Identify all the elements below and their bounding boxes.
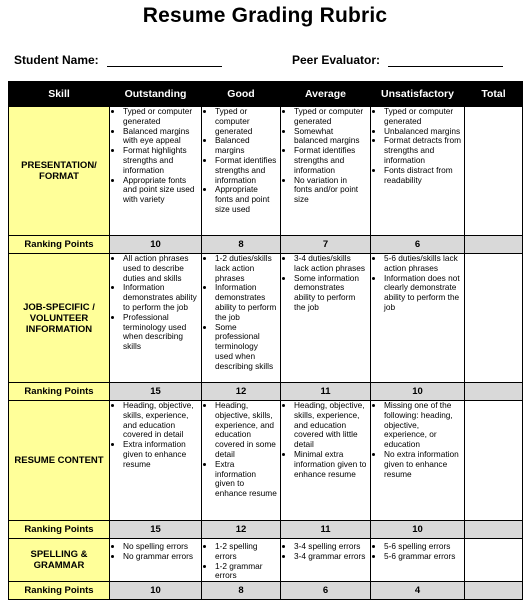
criteria-item: • Some information demonstrates ability to perform the job [294, 274, 367, 313]
criteria-item: • Unbalanced margins [384, 127, 461, 137]
criteria-cell [202, 539, 281, 582]
criteria-item: • 1-2 grammar errors [215, 562, 277, 582]
criteria-item: • Format highlights strengths and information [123, 146, 198, 175]
page-title: Resume Grading Rubric [142, 4, 388, 27]
header-outstanding: Outstanding [110, 82, 202, 107]
criteria-list [110, 542, 201, 562]
ranking-total-cell[interactable] [465, 521, 523, 539]
header-unsatisfactory: Unsatisfactory [371, 82, 465, 107]
ranking-points: 6 [281, 582, 371, 600]
criteria-list [202, 254, 280, 372]
criteria-list [202, 401, 280, 499]
header-fields [14, 53, 524, 69]
criteria-item: • Information demonstrates ability to perform the job [123, 283, 198, 312]
criteria-row [9, 107, 523, 236]
criteria-item: • Format identifies strengths and information [215, 156, 277, 185]
ranking-points: 8 [202, 236, 281, 254]
ranking-points: 12 [202, 521, 281, 539]
criteria-item: • 5-6 spelling errors [384, 542, 461, 552]
ranking-total-cell[interactable] [465, 236, 523, 254]
criteria-list [202, 107, 280, 215]
ranking-points: 15 [110, 383, 202, 401]
ranking-points: 7 [281, 236, 371, 254]
criteria-row [9, 254, 523, 383]
header-average: Average [281, 82, 371, 107]
criteria-list [281, 107, 370, 205]
criteria-cell [371, 401, 465, 521]
ranking-points: 10 [371, 521, 465, 539]
criteria-item: • Appropriate fonts and point size used [215, 185, 277, 214]
criteria-item: • Typed or computer generated [294, 107, 367, 127]
criteria-cell [110, 254, 202, 383]
ranking-row [9, 383, 523, 401]
criteria-item: • Information demonstrates ability to perform the job [215, 283, 277, 322]
criteria-list [371, 401, 464, 479]
ranking-points: 10 [371, 383, 465, 401]
criteria-list [110, 401, 201, 470]
criteria-item: • No grammar errors [123, 552, 198, 562]
criteria-item: • Somewhat balanced margins [294, 127, 367, 147]
ranking-total-cell[interactable] [465, 383, 523, 401]
header-good: Good [202, 82, 281, 107]
criteria-list [371, 107, 464, 185]
ranking-label: Ranking Points [9, 236, 110, 254]
criteria-cell [281, 107, 371, 236]
criteria-item: • Heading, objective, skills, experience, and education covered with little detail [294, 401, 367, 450]
criteria-cell [371, 539, 465, 582]
ranking-label: Ranking Points [9, 383, 110, 401]
criteria-cell [202, 254, 281, 383]
criteria-item: • Minimal extra information given to enhance resume [294, 450, 367, 479]
total-cell[interactable] [465, 254, 523, 383]
criteria-list [281, 254, 370, 313]
criteria-cell [202, 401, 281, 521]
criteria-item: • Typed or computer generated [123, 107, 198, 127]
ranking-points: 6 [371, 236, 465, 254]
ranking-label: Ranking Points [9, 582, 110, 600]
criteria-cell [281, 254, 371, 383]
criteria-item: • No variation in fonts and/or point size [294, 176, 367, 205]
student-name-label: Student Name: [14, 53, 99, 67]
student-name-field[interactable] [14, 53, 222, 67]
criteria-cell [110, 539, 202, 582]
criteria-list [110, 254, 201, 352]
total-cell[interactable] [465, 401, 523, 521]
criteria-cell [110, 107, 202, 236]
criteria-list [281, 401, 370, 479]
criteria-item: • Balanced margins with eye appeal [123, 127, 198, 147]
criteria-item: • Format identifies strengths and information [294, 146, 367, 175]
criteria-cell [281, 401, 371, 521]
skill-label: JOB-SPECIFIC / VOLUNTEER INFORMATION [9, 254, 110, 383]
header-row [9, 82, 523, 107]
criteria-item: • Appropriate fonts and point size used with variety [123, 176, 198, 205]
criteria-item: • Format detracts from strengths and information [384, 136, 461, 165]
ranking-points: 15 [110, 521, 202, 539]
criteria-item: • Professional terminology used when describing skills [123, 313, 198, 352]
criteria-item: • Missing one of the following: heading, objective, experience, or education [384, 401, 461, 450]
criteria-list [281, 542, 370, 562]
criteria-cell [371, 107, 465, 236]
criteria-list [371, 254, 464, 313]
criteria-cell [110, 401, 202, 521]
criteria-item: • No extra information given to enhance resume [384, 450, 461, 479]
criteria-item: • No spelling errors [123, 542, 198, 552]
criteria-item: • Balanced margins [215, 136, 277, 156]
criteria-item: • Typed or computer generated [215, 107, 277, 136]
criteria-item: • Extra information given to enhance resume [123, 440, 198, 469]
total-cell[interactable] [465, 539, 523, 582]
criteria-item: • 1-2 duties/skills lack action phrases [215, 254, 277, 283]
criteria-item: • Heading, objective, skills, experience, and education covered in some detail [215, 401, 277, 460]
criteria-item: • Fonts distract from readability [384, 166, 461, 186]
criteria-item: • Typed or computer generated [384, 107, 461, 127]
criteria-cell [371, 254, 465, 383]
ranking-total-cell[interactable] [465, 582, 523, 600]
rubric-table [8, 81, 523, 600]
criteria-list [202, 542, 280, 581]
criteria-item: • 1-2 spelling errors [215, 542, 277, 562]
skill-label: RESUME CONTENT [9, 401, 110, 521]
criteria-item: • All action phrases used to describe duties and skills [123, 254, 198, 283]
peer-evaluator-label: Peer Evaluator: [292, 53, 381, 67]
criteria-item: • 3-4 grammar errors [294, 552, 367, 562]
ranking-points: 4 [371, 582, 465, 600]
criteria-item: • 5-6 duties/skills lack action phrases [384, 254, 461, 274]
ranking-points: 11 [281, 521, 371, 539]
criteria-list [371, 542, 464, 562]
ranking-points: 10 [110, 582, 202, 600]
ranking-row [9, 521, 523, 539]
student-name-line[interactable] [107, 54, 222, 67]
criteria-item: • Some professional terminology used when describing skills [215, 323, 277, 372]
criteria-list [110, 107, 201, 205]
skill-label: SPELLING & GRAMMAR [9, 539, 110, 582]
criteria-item: • 3-4 spelling errors [294, 542, 367, 552]
skill-label: PRESENTATION/ FORMAT [9, 107, 110, 236]
criteria-item: • 5-6 grammar errors [384, 552, 461, 562]
ranking-points: 12 [202, 383, 281, 401]
ranking-row [9, 236, 523, 254]
ranking-points: 8 [202, 582, 281, 600]
criteria-cell [202, 107, 281, 236]
criteria-item: • Information does not clearly demonstrate ability to perform the job [384, 274, 461, 313]
ranking-points: 11 [281, 383, 371, 401]
criteria-item: • Heading, objective, skills, experience, and education covered in detail [123, 401, 198, 440]
ranking-row [9, 582, 523, 600]
criteria-item: • 3-4 duties/skills lack action phrases [294, 254, 367, 274]
header-skill: Skill [9, 82, 110, 107]
total-cell[interactable] [465, 107, 523, 236]
criteria-row [9, 401, 523, 521]
criteria-cell [281, 539, 371, 582]
header-total: Total [465, 82, 523, 107]
peer-evaluator-line[interactable] [388, 54, 503, 67]
criteria-item: • Extra information given to enhance resume [215, 460, 277, 499]
ranking-points: 10 [110, 236, 202, 254]
criteria-row [9, 539, 523, 582]
peer-evaluator-field[interactable] [292, 53, 503, 67]
ranking-label: Ranking Points [9, 521, 110, 539]
